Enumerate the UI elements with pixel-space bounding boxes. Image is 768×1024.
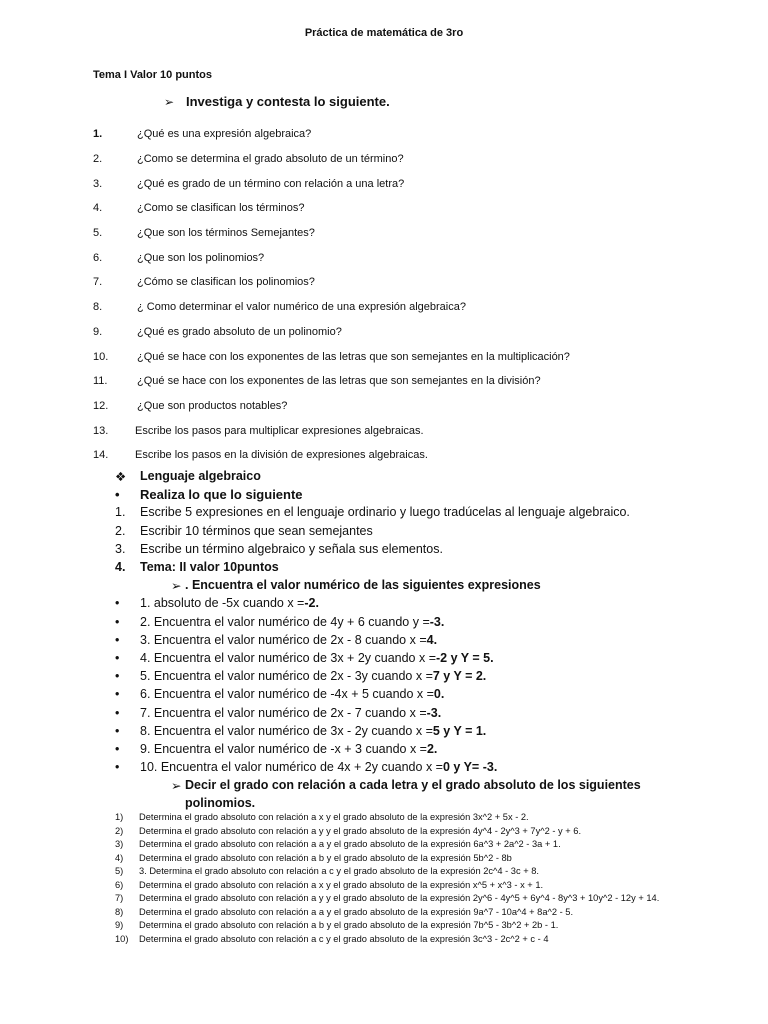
list-item: 11. ¿Qué se hace con los exponentes de las letras que son semejantes en la división? [93,375,541,388]
section-lenguaje-algebraico [115,467,735,813]
list-item: 9. ¿Qué es grado absoluto de un polinomio? [93,325,342,338]
list-item: 1) Determina el grado absoluto con relación a x y el grado absoluto de la expresión 3x^2 + 5x - 2. [115,812,529,822]
document-title: Práctica de matemática de 3ro [304,27,464,39]
list-item: • 7. Encuentra el valor numérico de 2x - 7 cuando x = -3. [115,705,442,720]
list-item: • 9. Encuentra el valor numérico de -x + 3 cuando x = 2. [115,741,438,756]
list-item: 3. Escribe un término algebraico y señala sus elementos. [115,541,443,556]
list-item: 4. ¿Como se clasifican los términos? [93,202,305,215]
lenguaje-heading: ❖ Lenguaje algebraico [115,469,261,484]
list-item: 8) Determina el grado absoluto con relación a a y el grado absoluto de la expresión 9a^7 - 10a^4 + 8a^2 - 5. [115,906,574,917]
list-item: • 3. Encuentra el valor numérico de 2x - 8 cuando x = 4. [115,632,438,647]
diamond-bullet-icon: ❖ [115,469,127,484]
list-item: • 8. Encuentra el valor numérico de 3x - 2y cuando x = 5 y Y = 1. [115,723,487,738]
list-item: 9) Determina el grado absoluto con relación a b y el grado absoluto de la expresión 7b^5 - 3b^2 + 2b - 1. [115,920,559,930]
list-item: • 2. Encuentra el valor numérico de 4y + 6 cuando y = -3. [115,614,445,629]
section-heading-tema-1: Tema I Valor 10 puntos [93,69,212,81]
list-item: • 1. absoluto de -5x cuando x = -2. [115,596,319,611]
list-item: 2. Escribir 10 términos que sean semejantes [115,523,373,538]
bullet-icon: • [115,486,120,502]
list-item: 13. Escribe los pasos para multiplicar expresiones algebraicas. [93,424,424,437]
list-item: 4) Determina el grado absoluto con relación a b y el grado absoluto de la expresión 5b^2 - 8b [115,852,512,863]
bullet-icon: • [115,723,120,738]
list-item: 3) Determina el grado absoluto con relación a a y el grado absoluto de la expresión 6a^3 + 2a^2 - 3a + 1. [115,839,561,849]
bullet-icon: • [115,632,120,647]
list-item: • 10. Encuentra el valor numérico de 4x + 2y cuando x = 0 y Y= -3. [115,760,498,775]
list-item: 10. ¿Qué se hace con los exponentes de las letras que son semejantes en la multiplicación? [93,350,570,363]
arrow-bullet-icon: ➢ [171,578,182,593]
list-item: 6) Determina el grado absoluto con relación a x y el grado absoluto de la expresión x^5 + x^3 - x + 1. [115,879,544,890]
valor-heading: ➢ . Encuentra el valor numérico de las siguientes expresiones [171,578,541,593]
arrow-bullet-icon: ➢ [171,778,182,793]
bullet-icon: • [115,650,120,665]
list-item: 2) Determina el grado absoluto con relación a y y el grado absoluto de la expresión 4y^4 - 2y^3 + 7y^2 - y + 6. [115,825,582,836]
bullet-icon: • [115,741,120,756]
list-item: 1. Escribe 5 expresiones en el lenguaje ordinario y luego tradúcelas al lenguaje algebraico. [115,505,630,520]
list-item: 10) Determina el grado absoluto con relación a c y el grado absoluto de la expresión 3c^3 - 2c^2 + c - 4 [115,933,549,944]
instruction-text: Investiga y contesta lo siguiente. [186,94,390,109]
bullet-icon: • [115,669,120,684]
grado-heading: ➢ Decir el grado con relación a cada letra y el grado absoluto de los siguientes [171,778,641,793]
list-item: 2. ¿Como se determina el grado absoluto de un término? [93,153,404,166]
grado-heading-line-2: polinomios. [185,796,256,811]
list-item: 12. ¿Que son productos notables? [93,399,288,412]
question-list [93,122,713,468]
list-item: 7) Determina el grado absoluto con relación a y y el grado absoluto de la expresión 2y^6 - 4y^5 + 6y^4 - 8y^3 + 10y^2 - 12y + 14. [115,893,660,903]
grado-list [115,811,715,946]
list-item: 3. ¿Qué es grado de un término con relación a una letra? [93,177,405,190]
list-item: 6. ¿Que son los polinomios? [93,251,265,264]
list-item: • 6. Encuentra el valor numérico de -4x + 5 cuando x = 0. [115,687,445,702]
bullet-icon: • [115,614,120,629]
section-heading-tema-2: 4. Tema: II valor 10puntos [115,560,279,575]
realizo-heading: • Realiza lo que lo siguiente [115,486,303,502]
arrow-bullet-icon: ➢ [164,94,175,109]
list-item: 5) 3. Determina el grado absoluto con relación a c y el grado absoluto de la expresión 2c^4 - 3c + 8. [115,866,539,876]
list-item: 8. ¿ Como determinar el valor numérico de una expresión algebraica? [93,301,466,314]
bullet-icon: • [115,687,120,702]
list-item: 7. ¿Cómo se clasifican los polinomios? [93,276,315,289]
bullet-icon: • [115,760,120,775]
bullet-icon: • [115,596,120,611]
list-item: • 5. Encuentra el valor numérico de 2x - 3y cuando x = 7 y Y = 2. [115,669,487,684]
bullet-icon: • [115,705,120,720]
list-item: 5. ¿Que son los términos Semejantes? [93,227,315,240]
list-item: 1. ¿Qué es una expresión algebraica? [93,128,312,141]
list-item: • 4. Encuentra el valor numérico de 3x + 2y cuando x = -2 y Y = 5. [115,650,494,665]
list-item: 14. Escribe los pasos en la división de expresiones algebraicas. [93,449,428,462]
instruction-heading [164,94,390,109]
